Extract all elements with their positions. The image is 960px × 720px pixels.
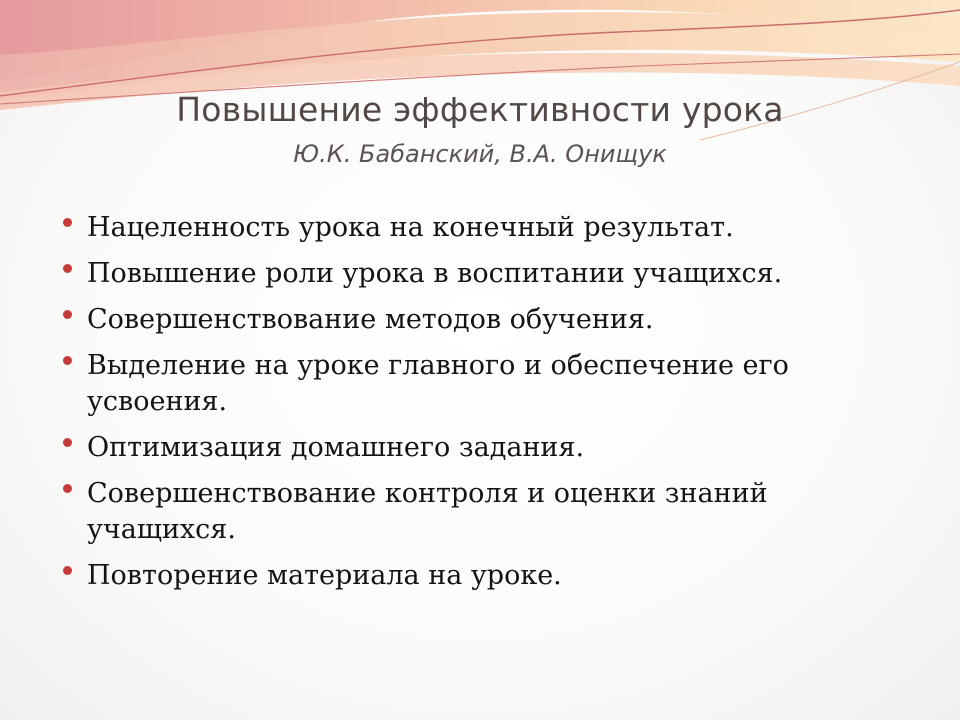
bullet-icon (63, 566, 72, 575)
list-item-text: Совершенствование контроля и оценки знаний учащихся. (87, 478, 768, 545)
bullet-icon (63, 218, 72, 227)
slide-title: Повышение эффективности урока (176, 90, 784, 129)
list-item (60, 302, 910, 338)
bullet-icon (63, 356, 72, 365)
list-item (60, 210, 910, 246)
list-item-text: Оптимизация домашнего задания. (87, 432, 585, 463)
bullet-list (60, 210, 910, 604)
slide-subtitle: Ю.К. Бабанский, В.А. Онищук (293, 140, 667, 168)
list-item (60, 558, 910, 594)
bullet-icon (63, 438, 72, 447)
list-item (60, 256, 910, 292)
list-item-text: Повторение материала на уроке. (87, 560, 562, 591)
bullet-icon (63, 484, 72, 493)
list-item-text: Выделение на уроке главного и обеспечение его усвоения. (87, 350, 789, 417)
list-item (60, 348, 910, 420)
list-item (60, 476, 910, 548)
bullet-icon (63, 264, 72, 273)
bullet-icon (63, 310, 72, 319)
list-item-text: Нацеленность урока на конечный результат. (87, 212, 734, 243)
title-block (0, 86, 960, 170)
list-item-text: Совершенствование методов обучения. (87, 304, 654, 335)
list-item-text: Повышение роли урока в воспитании учащихся. (87, 258, 783, 289)
list-item (60, 430, 910, 466)
